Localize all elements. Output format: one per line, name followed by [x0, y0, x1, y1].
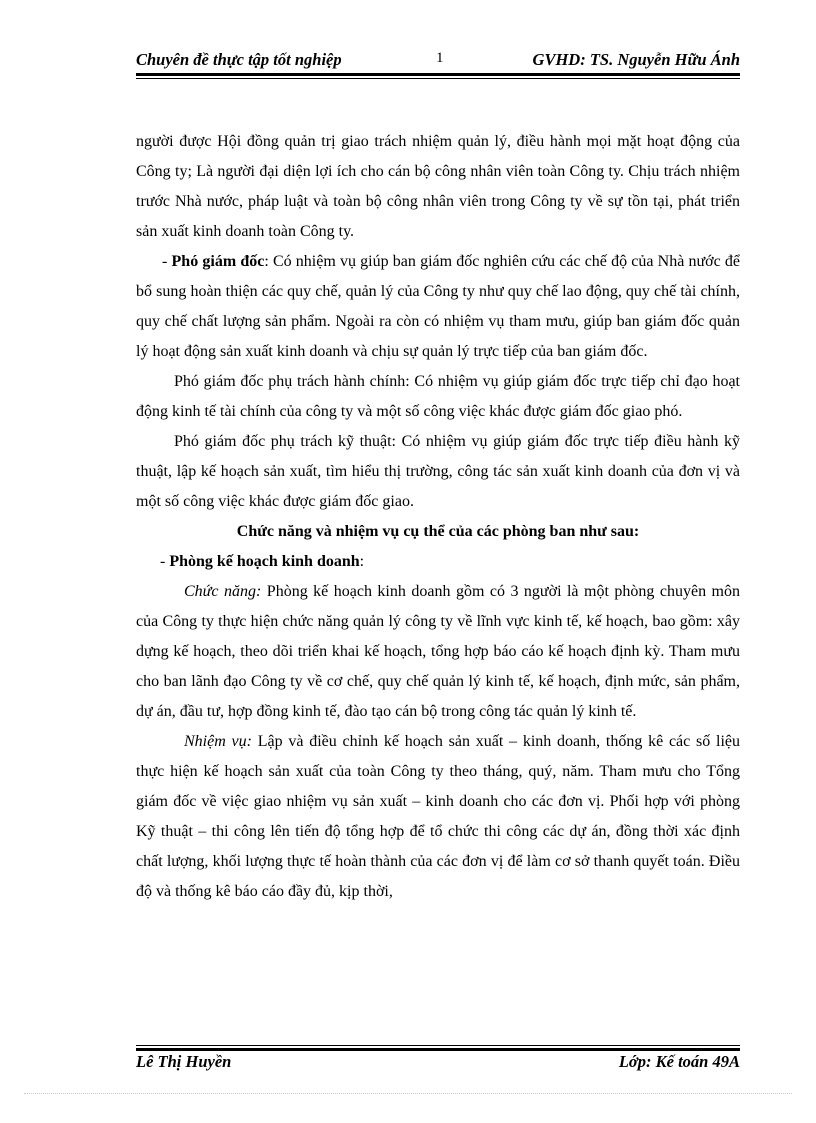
document-body — [136, 127, 740, 907]
paragraph-deputy-technical: Phó giám đốc phụ trách kỹ thuật: Có nhiệm vụ giúp giám đốc trực tiếp điều hành kỹ thuật, lập kế hoạch sản xuất, tìm hiểu thị trường, công tác sản xuất kinh doanh của đơn vị và một số công việc khác được giám đốc giao. — [136, 433, 740, 510]
paragraph-duties — [136, 727, 740, 907]
bullet-dash: - — [162, 253, 172, 270]
footer-rule-thin — [136, 1045, 740, 1046]
paragraph-director: người được Hội đồng quản trị giao trách nhiệm quản lý, điều hành mọi mặt hoạt động của Công ty; Là người đại diện lợi ích cho cán bộ công nhân viên toàn Công ty. Chịu trách nhiệm trước Nhà nước, pháp luật và toàn bộ công nhân viên trong Công ty về sự tồn tại, phát triển sản xuất kinh doanh toàn Công ty. — [136, 133, 740, 240]
deputy-director-title: Phó giám đốc — [171, 253, 265, 270]
paragraph-function — [136, 577, 740, 727]
footer-class: Lớp: Kế toán 49A — [618, 1052, 740, 1071]
header-supervisor: GVHD: TS. Nguyễn Hữu Ánh — [532, 50, 740, 69]
header-rule-thin — [136, 78, 740, 79]
page-header — [136, 48, 740, 74]
function-label: Chức năng: — [184, 583, 262, 600]
sub-heading-colon: : — [359, 553, 365, 570]
sub-heading-text: Phòng kế hoạch kinh doanh — [169, 553, 360, 570]
subsection-heading — [136, 547, 740, 577]
header-title: Chuyên đề thực tập tốt nghiệp — [136, 50, 342, 69]
paragraph-deputy-director — [136, 247, 740, 367]
paragraph-deputy-admin: Phó giám đốc phụ trách hành chính: Có nhiệm vụ giúp giám đốc trực tiếp chỉ đạo hoạt động kinh tế tài chính của công ty và một số công việc khác được giám đốc giao phó. — [136, 373, 740, 420]
page-edge-dotted — [24, 1093, 792, 1094]
section-heading: Chức năng và nhiệm vụ cụ thể của các phòng ban như sau: — [236, 523, 640, 540]
duties-label: Nhiệm vụ: — [184, 733, 252, 750]
header-rule-thick — [136, 73, 740, 76]
footer-author: Lê Thị Huyền — [136, 1052, 232, 1071]
deputy-director-text: : Có nhiệm vụ giúp ban giám đốc nghiên cứu các chế độ của Nhà nước để bổ sung hoàn thiện các quy chế, quản lý của Công ty như quy chế lao động, quy chế tài chính, quy chế chất lượng sản phẩm. Ngoài ra còn có nhiệm vụ tham mưu, giúp ban giám đốc quản lý hoạt động sản xuất kinh doanh và chịu sự quản lý trực tiếp của ban giám đốc. — [136, 253, 740, 360]
page-number: 1 — [436, 50, 444, 66]
function-text: Phòng kế hoạch kinh doanh gồm có 3 người là một phòng chuyên môn của Công ty thực hiện chức năng quản lý công ty về lĩnh vực kinh tế, kế hoạch, bao gồm: xây dựng kế hoạch, theo dõi triển khai kế hoạch, tổng hợp báo cáo kế hoạch định kỳ. Tham mưu cho ban lãnh đạo Công ty về cơ chế, quy chế quản lý kinh tế, kế hoạch, định mức, sản phẩm, dự án, đầu tư, hợp đồng kinh tế, đào tạo cán bộ trong công tác quản lý kinh tế. — [136, 583, 740, 720]
footer-rule-thick — [136, 1048, 740, 1051]
page-footer — [136, 1052, 740, 1078]
sub-bullet-dash: - — [160, 553, 170, 570]
duties-text: Lập và điều chỉnh kế hoạch sản xuất – kinh doanh, thống kê các số liệu thực hiện kế hoạch sản xuất của toàn Công ty theo tháng, quý, năm. Tham mưu cho Tổng giám đốc về việc giao nhiệm vụ sản xuất – kinh doanh cho các đơn vị. Phối hợp với phòng Kỹ thuật – thi công lên tiến độ tổng hợp để tổ chức thi công các dự án, đồng thời xác định chất lượng, khối lượng thực tế hoàn thành của các đơn vị để làm cơ sở thanh quyết toán. Điều độ và thống kê báo cáo đầy đủ, kịp thời, — [136, 733, 740, 900]
